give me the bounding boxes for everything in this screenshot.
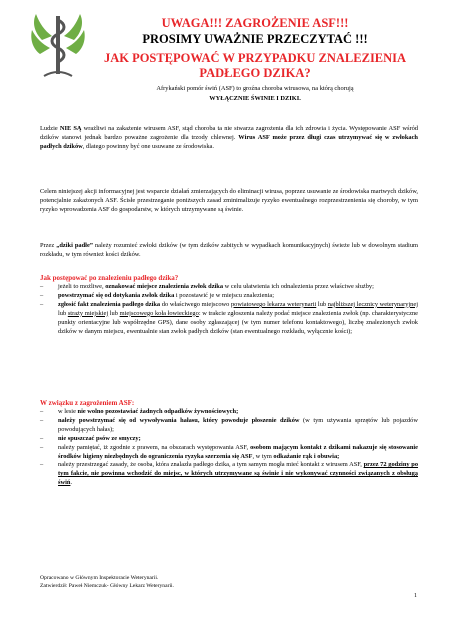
list-item: – w lesie nie wolno pozostawiać żadnych odpadków żywnościowych; [40,408,418,417]
paragraph-campaign-goal: Celem niniejszej akcji informacyjnej jest wsparcie działań zmierzających do eliminacji wirusa, poprzez usuwanie ze środowiska martwych dzików, potencjalnie zakażonych ASF. Ścisłe przestrzeganie poniższych zasad zminimalizuje ryzyko ewentualnego rozprzestrzenienia się choroby, w tym ryzyko wprowadzenia ASF do gospodarstw, w których utrzymywane są świnie. [40,188,418,213]
list-item: – należy pamiętać, iż zgodnie z prawem, na obszarach występowania ASF, osobom mającym kontakt z dzikami nakazuje się stosowanie środków higieny niezbędnych do ograniczenia ryzyka szerzenia się ASF, w tym odkażanie rąk i obuwia; [40,444,418,462]
section-asf-threat-heading: W związku z zagrożeniem ASF: [40,399,135,407]
asf-rules-list [40,408,418,488]
footer-credits: Opracowano w Głównym Inspektoracie Weterynarii. Zatwierdził: Paweł Niemczuk- Główny Lekarz Weterynarii. [40,575,174,589]
section-found-boar-heading: Jak postępować po znalezieniu padłego dzika? [40,274,179,282]
veterinary-inspection-logo [30,10,86,82]
list-item: – zgłosić fakt znalezienia padłego dzika do właściwego miejscowo powiatowego lekarza weterynarii lub najbliższej lecznicy weterynaryjnej lub straży miejskiej lub miejscowego koła łowieckiego: w trakcie zgłoszenia należy podać miejsce znalezienia zwłok (np. charakterystyczne punkty orientacyjne lub współrzędne GPS), dane osoby zgłaszającej (w tym numer telefonu kontaktowego), liczbę znalezionych zwłok dzików w danym miejscu, ewentualnie stan zwłok padłych dzików (stan ewentualnego rozkładu, wyłącznie kości); [40,301,418,337]
found-boar-list [40,283,418,336]
paragraph-people-not-susceptible: Ludzie NIE SĄ wrażliwi na zakażenie wirusem ASF, stąd choroba ta nie stwarza zagrożenia dla ich zdrowia i życia. Występowanie ASF wśród dzików stanowi jednak bardzo poważne zagrożenie dla trzody chlewnej. Wirus ASF może przez długi czas utrzymywać się w zwłokach padłych dzików, dlatego powinny być one usuwane ze środowiska. [40,125,418,150]
list-item: – nie spuszczać psów ze smyczy; [40,435,418,444]
list-item: – powstrzymać się od dotykania zwłok dzika i pozostawić je w miejscu znalezienia; [40,292,418,301]
list-item: – należy powstrzymać się od wywoływania hałasu, który powoduje płoszenie dzików (w tym używania sprzętów lub pojazdów powodujących hałas); [40,417,418,435]
intro-paragraph: Afrykański pomór świń (ASF) to groźna choroba wirusowa, na którą chorują WYŁĄCZNIE ŚWINIE I DZIKI. [156,85,354,102]
paragraph-definition: Przez „dziki padłe” należy rozumieć zwłoki dzików (w tym dzików zabitych w wypadkach komunikacyjnych) świeże lub w dowolnym stadium rozkładu, w tym również kości dzików. [40,242,418,258]
warning-title: UWAGA!!! ZAGROŻENIE ASF!!! [161,16,349,30]
read-carefully-title: PROSIMY UWAŻNIE PRZECZYTAĆ !!! [142,32,368,46]
page-number: 1 [414,593,417,599]
list-item: – należy przestrzegać zasady, że osoba, która znalazła padłego dzika, a tym samym mogła mieć kontakt z wirusem ASF, przez 72 godziny po tym fakcie, nie powinna wchodzić do miejsc, w których utrzymywane są świnie i nie wykonywać czynności związanych z obsługą świń. [40,461,418,488]
list-item: – jeżeli to możliwe, oznakować miejsce znalezienia zwłok dzika w celu ułatwienia ich odnalezienia przez właściwe służby; [40,283,418,292]
main-question-title: JAK POSTĘPOWAĆ W PRZYPADKU ZNALEZIENIA PADŁEGO DZIKA? [103,51,407,80]
